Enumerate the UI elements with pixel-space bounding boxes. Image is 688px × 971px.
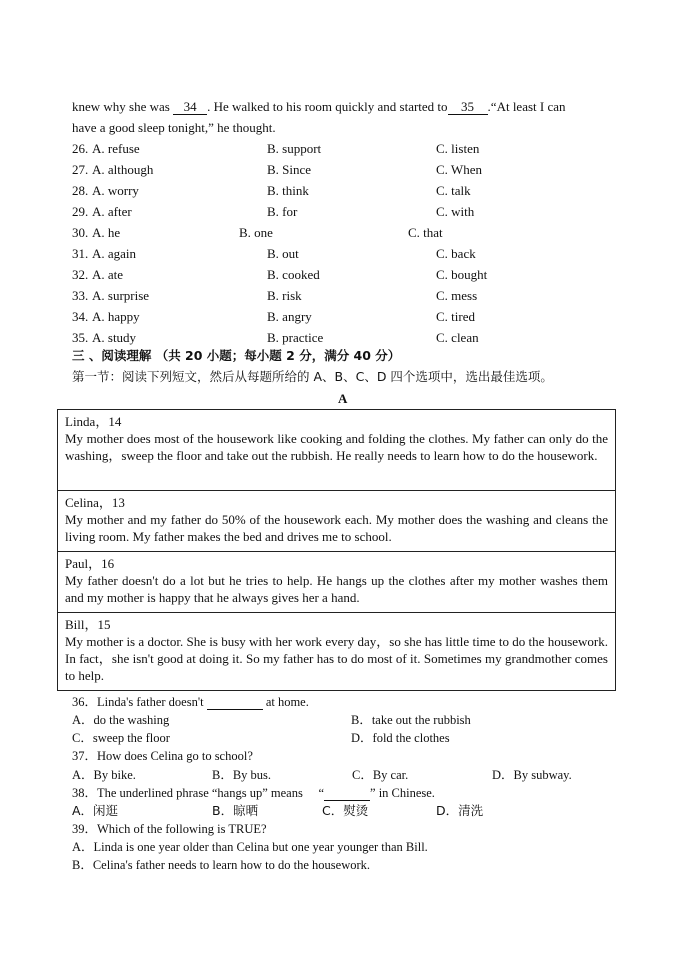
option-a: A. happy bbox=[92, 309, 140, 324]
option-a: A. he bbox=[92, 225, 121, 240]
question-number: 33. bbox=[72, 288, 89, 303]
option-b: B. angry bbox=[267, 309, 312, 324]
blank-35: 35 bbox=[448, 100, 488, 115]
option-b: B. out bbox=[267, 246, 299, 261]
option-b: B．Celina's father needs to learn how to do the housework. bbox=[72, 858, 371, 872]
cloze-option-row bbox=[72, 180, 612, 201]
question-number: 29. bbox=[72, 204, 89, 219]
option-a: A. although bbox=[92, 162, 154, 177]
table-row bbox=[58, 612, 615, 690]
option-b: B. practice bbox=[267, 330, 324, 345]
option-b: B．By bus. bbox=[212, 768, 272, 782]
passage-line-1 bbox=[72, 96, 566, 117]
question-number: 27. bbox=[72, 162, 89, 177]
row-name: Paul，16 bbox=[65, 556, 115, 571]
table-row bbox=[58, 490, 615, 551]
option-a: A. study bbox=[92, 330, 137, 345]
row-name: Celina，13 bbox=[65, 495, 125, 510]
cloze-option-row bbox=[72, 243, 612, 264]
option-a: A. ate bbox=[92, 267, 124, 282]
passage-text: . He walked to his room quickly and started to bbox=[207, 99, 448, 114]
option-a: A. refuse bbox=[92, 141, 140, 156]
option-a: A. surprise bbox=[92, 288, 150, 303]
passage-text: have a good sleep tonight,” he thought. bbox=[72, 120, 276, 135]
question-stem: 38．The underlined phrase “hangs up” means “ bbox=[72, 786, 325, 800]
question-stem: at home. bbox=[262, 695, 309, 709]
option-a: A．do the washing bbox=[72, 713, 170, 727]
option-b: B. risk bbox=[267, 288, 302, 303]
cloze-option-row bbox=[72, 159, 612, 180]
cloze-option-row bbox=[72, 222, 612, 243]
option-c: C. bought bbox=[436, 267, 488, 282]
option-d: D．fold the clothes bbox=[351, 731, 450, 745]
row-name: Linda，14 bbox=[65, 414, 122, 429]
question-stem: ” in Chinese. bbox=[370, 786, 435, 800]
option-c: C. with bbox=[436, 204, 475, 219]
cloze-option-row bbox=[72, 138, 612, 159]
question-number: 26. bbox=[72, 141, 89, 156]
cloze-option-row bbox=[72, 306, 612, 327]
row-text: My father doesn't do a lot but he tries to help. He hangs up the clothes after my mother washes them and my mother is happy that he always gives her a hand. bbox=[65, 573, 608, 605]
option-d: D．By subway. bbox=[492, 768, 572, 782]
passage-text: .“At least I can bbox=[487, 99, 566, 114]
passage-text: knew why she was bbox=[72, 99, 174, 114]
row-text: My mother does most of the housework like cooking and folding the clothes. My father can only do the washing，sweep the floor and take out the rubbish. He really needs to learn how to do the housework. bbox=[65, 431, 608, 463]
answer-blank bbox=[324, 786, 370, 801]
answer-blank bbox=[207, 695, 263, 710]
option-b: B. one bbox=[239, 225, 273, 240]
opinions-table bbox=[57, 409, 616, 691]
table-row bbox=[58, 551, 615, 612]
section-instructions: 第一节：阅读下列短文，然后从每题所给的 A、B、C、D 四个选项中，选出最佳选项。 bbox=[72, 369, 553, 384]
option-a: A．闲逛 bbox=[72, 803, 119, 818]
question-number: 35. bbox=[72, 330, 89, 345]
question-number: 34. bbox=[72, 309, 89, 324]
option-c: C．熨烫 bbox=[322, 803, 369, 818]
passage-line-2 bbox=[72, 117, 276, 138]
option-a: A. worry bbox=[92, 183, 139, 198]
option-a: A．Linda is one year older than Celina but one year younger than Bill. bbox=[72, 840, 428, 854]
question-37: 37．How does Celina go to school? bbox=[72, 749, 253, 763]
cloze-option-row bbox=[72, 201, 612, 222]
option-c: C. that bbox=[408, 225, 443, 240]
question-number: 32. bbox=[72, 267, 89, 282]
row-text: My mother and my father do 50% of the housework each. My mother does the washing and cleans the living room. My father makes the bed and drives me to school. bbox=[65, 512, 608, 544]
section-heading: 三 、阅读理解 （共 20 小题；每小题 2 分，满分 40 分） bbox=[72, 348, 401, 363]
question-38 bbox=[72, 784, 435, 802]
row-text: My mother is a doctor. She is busy with her work every day，so she has little time to do the housework. In fact，she isn't good at doing it. So my father has to do most of it. Sometimes my grandmother comes to help. bbox=[65, 634, 608, 683]
question-number: 30. bbox=[72, 225, 89, 240]
option-b: B．take out the rubbish bbox=[351, 713, 471, 727]
question-36 bbox=[72, 693, 309, 711]
cloze-option-row bbox=[72, 285, 612, 306]
option-b: B. think bbox=[267, 183, 309, 198]
option-b: B. for bbox=[267, 204, 298, 219]
question-39: 39．Which of the following is TRUE? bbox=[72, 822, 267, 836]
option-c: C. talk bbox=[436, 183, 471, 198]
option-c: C. clean bbox=[436, 330, 479, 345]
option-b: B．晾晒 bbox=[212, 803, 259, 818]
option-a: A. after bbox=[92, 204, 132, 219]
option-a: A．By bike. bbox=[72, 768, 136, 782]
option-a: A. again bbox=[92, 246, 137, 261]
cloze-option-row bbox=[72, 264, 612, 285]
question-number: 31. bbox=[72, 246, 89, 261]
option-c: C．sweep the floor bbox=[72, 731, 170, 745]
option-d: D．清洗 bbox=[436, 803, 484, 818]
option-c: C．By car. bbox=[352, 768, 409, 782]
option-b: B. Since bbox=[267, 162, 312, 177]
row-name: Bill，15 bbox=[65, 617, 111, 632]
option-b: B. support bbox=[267, 141, 322, 156]
option-c: C. tired bbox=[436, 309, 475, 324]
option-b: B. cooked bbox=[267, 267, 320, 282]
option-c: C. mess bbox=[436, 288, 478, 303]
question-stem: 36．Linda's father doesn't bbox=[72, 695, 207, 709]
cloze-option-row bbox=[72, 327, 612, 348]
passage-label: A bbox=[338, 391, 348, 406]
option-c: C. When bbox=[436, 162, 482, 177]
option-c: C. back bbox=[436, 246, 476, 261]
blank-34: 34 bbox=[173, 100, 207, 115]
question-number: 28. bbox=[72, 183, 89, 198]
option-c: C. listen bbox=[436, 141, 480, 156]
table-row bbox=[58, 410, 615, 490]
